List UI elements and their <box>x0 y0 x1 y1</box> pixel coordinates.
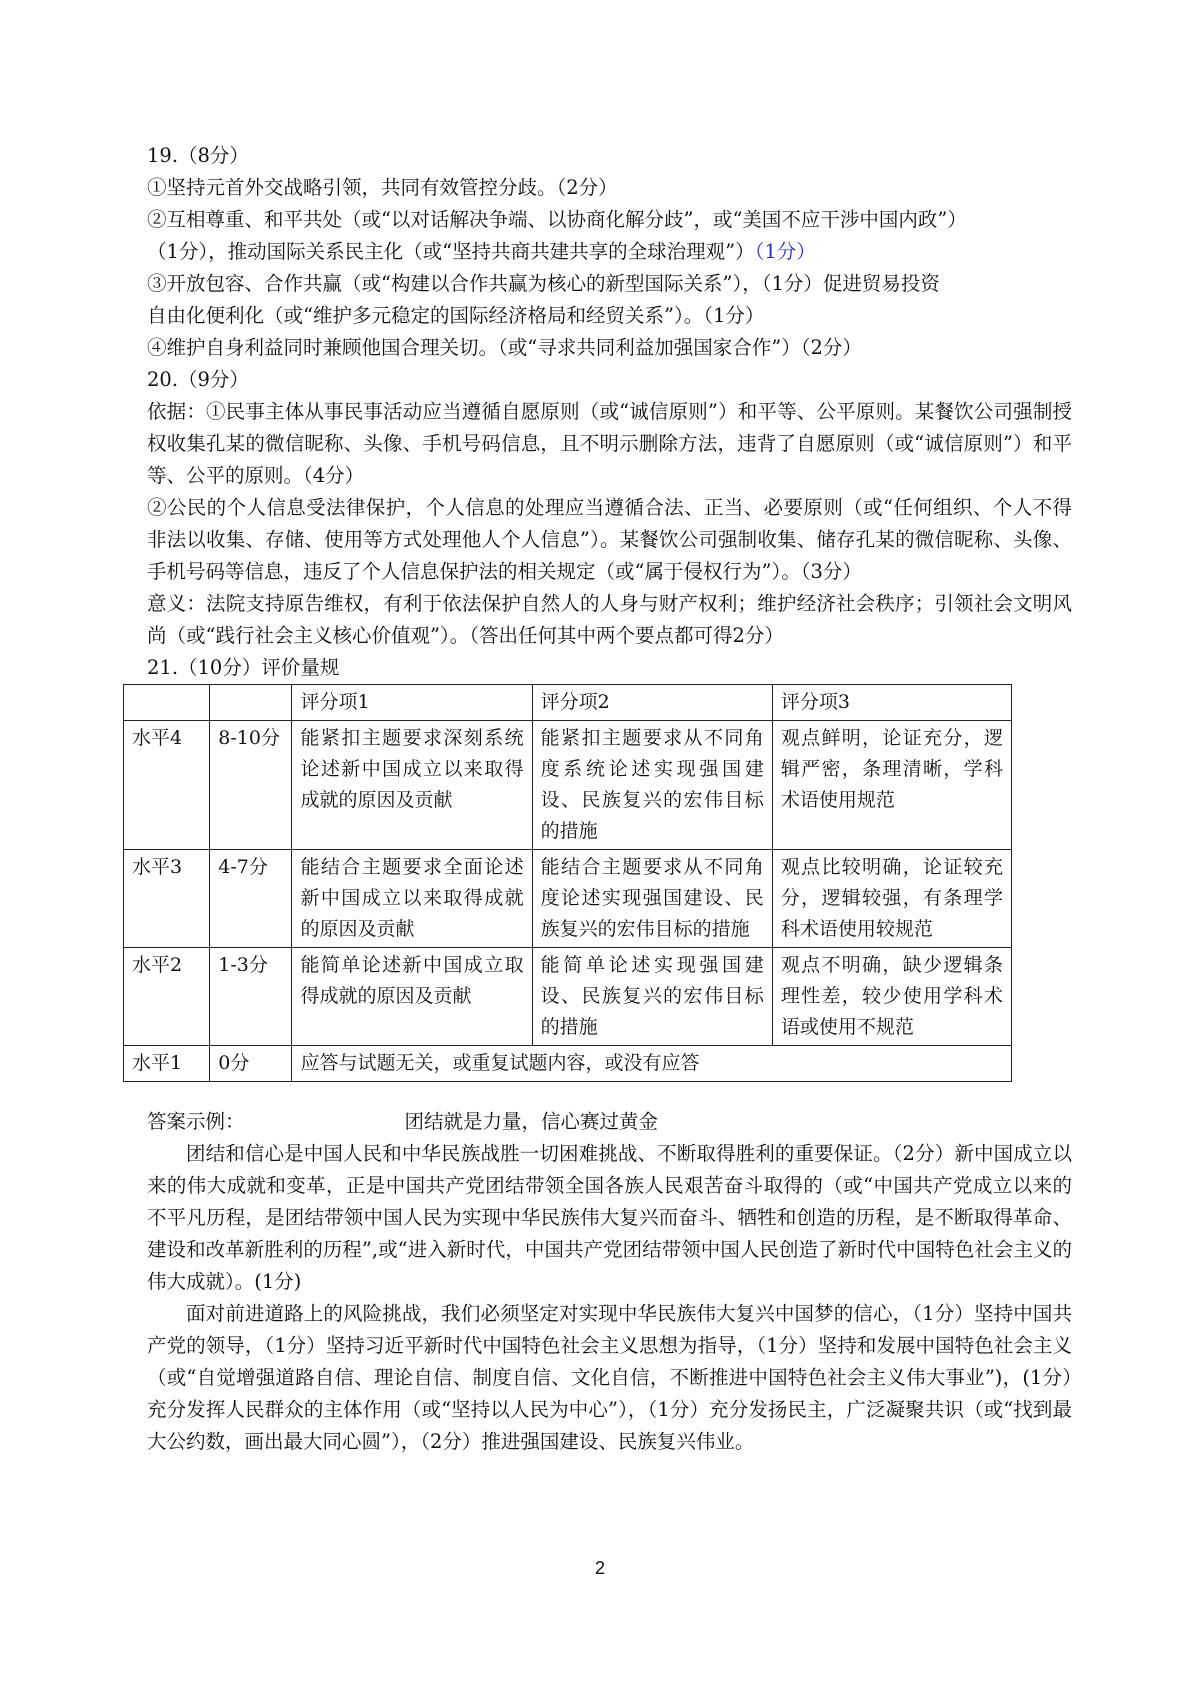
q19-line <box>147 236 1072 268</box>
q20-basis-1: 依据：①民事主体从事民事活动应当遵循自愿原则（或“诚信原则”）和平等、公平原则。某餐饮公司强制授权收集孔某的微信昵称、头像、手机号码信息，且不明示删除方法，违背了自愿原则（或“诚信原则”）和平等、公平的原则。（4分） <box>147 400 1072 487</box>
q19-line: 自由化便利化（或“维护多元稳定的国际经济格局和经贸关系”）。（1分） <box>147 304 765 327</box>
criteria-cell: 能结合主题要求全面论述新中国成立以来取得成就的原因及贡献 <box>292 850 532 948</box>
table-header-row <box>124 685 1012 721</box>
example-paragraph-2: 面对前进道路上的风险挑战，我们必须坚定对实现中华民族伟大复兴中国梦的信心，（1分）坚持中国共产党的领导，（1分）坚持习近平新时代中国特色社会主义思想为指导，（1分）坚持和发展中国特色社会主义（或“自觉增强道路自信、理论自信、制度自信、文化自信，不断推进中国特色社会主义伟大事业”)，(1分）充分发挥人民群众的主体作用（或“坚持以人民为中心”），（1分）充分发扬民主，广泛凝聚共识（或“找到最大公约数，画出最大同心圆”），（2分）推进强国建设、民族复兴伟业。 <box>147 1302 1072 1453</box>
level-cell: 水平3 <box>124 850 210 948</box>
q19-line: ④维护自身利益同时兼顾他国合理关切。（或“寻求共同利益加强国家合作”）（2分） <box>147 336 862 359</box>
table-header-cell <box>124 685 210 721</box>
example-paragraph-1: 团结和信心是中国人民和中华民族战胜一切困难挑战、不断取得胜利的重要保证。（2分）新中国成立以来的伟大成就和变革，正是中国共产党团结带领全国各族人民艰苦奋斗取得的（或“中国共产党成立以来的不平凡历程，是团结带领中国人民为实现中华民族伟大复兴而奋斗、牺牲和创造的历程，是不断取得革命、建设和改革新胜利的历程”,或“进入新时代，中国共产党团结带领中国人民创造了新时代中国特色社会主义的伟大成就）。(1分) <box>147 1142 1072 1293</box>
score-cell: 0分 <box>210 1046 292 1082</box>
score-cell: 1-3分 <box>210 948 292 1046</box>
q20-significance: 意义：法院支持原告维权，有利于依法保护自然人的人身与财产权利；维护经济社会秩序；引领社会文明风尚（或“践行社会主义核心价值观”）。（答出任何其中两个要点都可得2分） <box>147 592 1072 647</box>
q20-basis-2: ②公民的个人信息受法律保护，个人信息的处理应当遵循合法、正当、必要原则（或“任何组织、个人不得非法以收集、存储、使用等方式处理他人个人信息”）。某餐饮公司强制收集、储存孔某的微信昵称、头像、手机号码等信息，违反了个人信息保护法的相关规定（或“属于侵权行为”）。（3分） <box>147 496 1072 583</box>
table-row <box>124 850 1012 948</box>
level-cell: 水平4 <box>124 721 210 850</box>
q19-line-text: （1分），推动国际关系民主化（或“坚持共商共建共享的全球治理观”） <box>147 240 755 263</box>
example-title: 团结就是力量，信心赛过黄金 <box>404 1110 659 1133</box>
criteria-cell: 能紧扣主题要求深刻系统论述新中国成立以来取得成就的原因及贡献 <box>292 721 532 850</box>
table-header-cell: 评分项1 <box>292 685 532 721</box>
level-cell: 水平2 <box>124 948 210 1046</box>
score-cell: 8-10分 <box>210 721 292 850</box>
score-cell: 4-7分 <box>210 850 292 948</box>
criteria-cell: 观点不明确，缺少逻辑条理性差，较少使用学科术语或使用不规范 <box>772 948 1011 1046</box>
table-row <box>124 948 1012 1046</box>
rubric-table <box>123 684 1012 1082</box>
example-heading <box>147 1106 1072 1138</box>
criteria-cell: 能结合主题要求从不同角度论述实现强国建设、民族复兴的宏伟目标的措施 <box>532 850 772 948</box>
q21-header: 21.（10分）评价量规 <box>147 656 340 679</box>
table-header-cell: 评分项2 <box>532 685 772 721</box>
criteria-cell: 能简单论述新中国成立取得成就的原因及贡献 <box>292 948 532 1046</box>
table-header-cell <box>210 685 292 721</box>
table-row <box>124 721 1012 850</box>
q19-line: ③开放包容、合作共赢（或“构建以合作共赢为核心的新型国际关系”），（1分）促进贸易投资 <box>147 272 940 295</box>
q20-header: 20.（9分） <box>147 368 249 391</box>
criteria-cell: 能紧扣主题要求从不同角度系统论述实现强国建设、民族复兴的宏伟目标的措施 <box>532 721 772 850</box>
criteria-cell-merged: 应答与试题无关，或重复试题内容，或没有应答 <box>292 1046 1012 1082</box>
q19-line: ②互相尊重、和平共处（或“以对话解决争端、以协商化解分歧”，或“美国不应干涉中国内政”） <box>147 208 967 231</box>
level-cell: 水平1 <box>124 1046 210 1082</box>
criteria-cell: 观点鲜明，论证充分，逻辑严密，条理清晰，学科术语使用规范 <box>772 721 1011 850</box>
criteria-cell: 能简单论述实现强国建设、民族复兴的宏伟目标的措施 <box>532 948 772 1046</box>
q19-line: ①坚持元首外交战略引领，共同有效管控分歧。（2分） <box>147 176 618 199</box>
page-number: 2 <box>594 1558 605 1578</box>
table-header-cell: 评分项3 <box>772 685 1011 721</box>
table-row <box>124 1046 1012 1082</box>
answer-page <box>132 140 1072 1458</box>
q19-blue-score: （1分） <box>754 240 816 263</box>
example-label: 答案示例： <box>147 1110 245 1133</box>
criteria-cell: 观点比较明确，论证较充分，逻辑较强，有条理学科术语使用较规范 <box>772 850 1011 948</box>
q19-header: 19.（8分） <box>147 144 249 167</box>
